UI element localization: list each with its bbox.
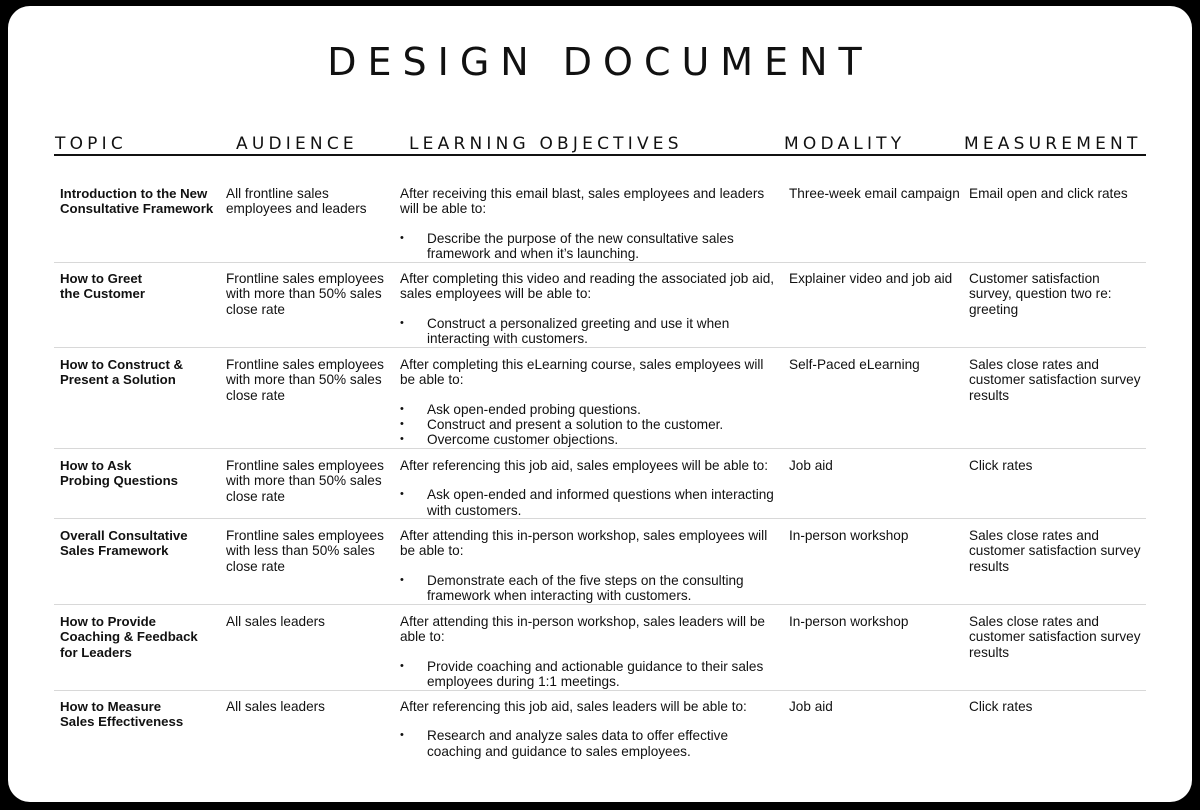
topic-line: Sales Effectiveness — [60, 714, 184, 730]
topic-line: the Customer — [60, 286, 145, 302]
modality-cell: Self-Paced eLearning — [789, 357, 920, 372]
objectives-list — [400, 316, 782, 347]
topic-cell — [60, 458, 218, 489]
objective-item: • Demonstrate each of the five steps on the consulting framework when interacting with customers. — [400, 573, 782, 604]
measurement-cell: Sales close rates and customer satisfaction survey results — [969, 357, 1141, 403]
objectives-list — [400, 487, 782, 518]
topic-line: Probing Questions — [60, 473, 178, 489]
header-measurement: MEASUREMENT — [964, 134, 1142, 154]
audience-cell: Frontline sales employees with more than 50% sales close rate — [226, 357, 384, 403]
topic-line: How to Greet — [60, 271, 143, 286]
objectives-list — [400, 231, 782, 262]
modality-cell: Explainer video and job aid — [789, 271, 953, 286]
topic-cell — [60, 528, 218, 559]
objectives-list — [400, 573, 782, 604]
table-row — [54, 614, 1146, 691]
topic-line: How to Provide — [60, 614, 156, 629]
header-audience: AUDIENCE — [236, 134, 358, 154]
objectives-lead: After completing this eLearning course, sales employees will be able to: — [400, 357, 764, 388]
modality-cell: Job aid — [789, 458, 833, 473]
objectives-lead: After referencing this job aid, sales employees will be able to: — [400, 458, 768, 473]
modality-cell: Job aid — [789, 699, 833, 714]
objective-item: • Construct and present a solution to the customer. — [400, 417, 782, 432]
page-title: DESIGN DOCUMENT — [327, 40, 873, 84]
topic-line: How to Ask — [60, 458, 132, 473]
audience-cell: Frontline sales employees with more than 50% sales close rate — [226, 271, 384, 317]
topic-line: for Leaders — [60, 644, 132, 660]
audience-cell: Frontline sales employees with more than 50% sales close rate — [226, 458, 384, 504]
header-learning-objectives: LEARNING OBJECTIVES — [409, 134, 683, 154]
audience-cell: Frontline sales employees with less than 50% sales close rate — [226, 528, 384, 574]
objective-item: • Research and analyze sales data to offer effective coaching and guidance to sales employees. — [400, 728, 782, 759]
topic-line: Present a Solution — [60, 372, 176, 388]
objective-item: • Overcome customer objections. — [400, 432, 782, 447]
objective-item: • Ask open-ended probing questions. — [400, 402, 782, 417]
objectives-cell — [400, 186, 782, 261]
objectives-lead: After referencing this job aid, sales leaders will be able to: — [400, 699, 747, 714]
objectives-cell — [400, 458, 782, 518]
objective-item: • Describe the purpose of the new consultative sales framework and when it’s launching. — [400, 231, 782, 262]
objectives-list — [400, 728, 782, 759]
audience-cell: All sales leaders — [226, 614, 325, 629]
objectives-lead: After completing this video and reading the associated job aid, sales employees will be able to: — [400, 271, 775, 302]
objectives-list — [400, 402, 782, 448]
topic-cell — [60, 186, 218, 217]
objective-item: • Provide coaching and actionable guidance to their sales employees during 1:1 meetings. — [400, 659, 782, 690]
topic-cell — [60, 271, 218, 302]
measurement-cell: Sales close rates and customer satisfaction survey results — [969, 528, 1141, 574]
table-row — [54, 699, 1146, 775]
modality-cell: In-person workshop — [789, 528, 909, 543]
header-topic: TOPIC — [55, 134, 127, 154]
modality-cell: In-person workshop — [789, 614, 909, 629]
objectives-cell — [400, 614, 782, 689]
header-rule — [54, 154, 1146, 156]
topic-line: Coaching & Feedback — [60, 629, 198, 645]
objective-item: • Ask open-ended and informed questions when interacting with customers. — [400, 487, 782, 518]
modality-cell: Three-week email campaign — [789, 186, 960, 201]
topic-cell — [60, 614, 218, 660]
topic-line: Consultative Framework — [60, 201, 214, 217]
topic-cell — [60, 699, 218, 730]
objectives-lead: After attending this in-person workshop, sales employees will be able to: — [400, 528, 768, 559]
topic-line: How to Construct & — [60, 357, 184, 372]
measurement-cell: Click rates — [969, 458, 1033, 473]
audience-cell: All frontline sales employees and leaders — [226, 186, 367, 217]
topic-line: Overall Consultative — [60, 528, 188, 543]
header-modality: MODALITY — [784, 134, 906, 154]
measurement-cell: Customer satisfaction survey, question two re: greeting — [969, 271, 1112, 317]
objectives-list — [400, 659, 782, 690]
objectives-cell — [400, 357, 782, 447]
audience-cell: All sales leaders — [226, 699, 325, 714]
measurement-cell: Click rates — [969, 699, 1033, 714]
table-row — [54, 186, 1146, 263]
table-row — [54, 528, 1146, 605]
objectives-lead: After attending this in-person workshop, sales leaders will be able to: — [400, 614, 765, 645]
topic-line: How to Measure — [60, 699, 162, 714]
design-document-page — [8, 6, 1192, 802]
topic-cell — [60, 357, 218, 388]
measurement-cell: Sales close rates and customer satisfaction survey results — [969, 614, 1141, 660]
table-row — [54, 458, 1146, 519]
objectives-cell — [400, 699, 782, 759]
topic-line: Sales Framework — [60, 543, 169, 559]
measurement-cell: Email open and click rates — [969, 186, 1128, 201]
objectives-cell — [400, 271, 782, 346]
topic-line: Introduction to the New — [60, 186, 208, 201]
objectives-cell — [400, 528, 782, 603]
objectives-lead: After receiving this email blast, sales employees and leaders will be able to: — [400, 186, 765, 217]
table-row — [54, 271, 1146, 348]
table-row — [54, 357, 1146, 449]
objective-item: • Construct a personalized greeting and use it when interacting with customers. — [400, 316, 782, 347]
